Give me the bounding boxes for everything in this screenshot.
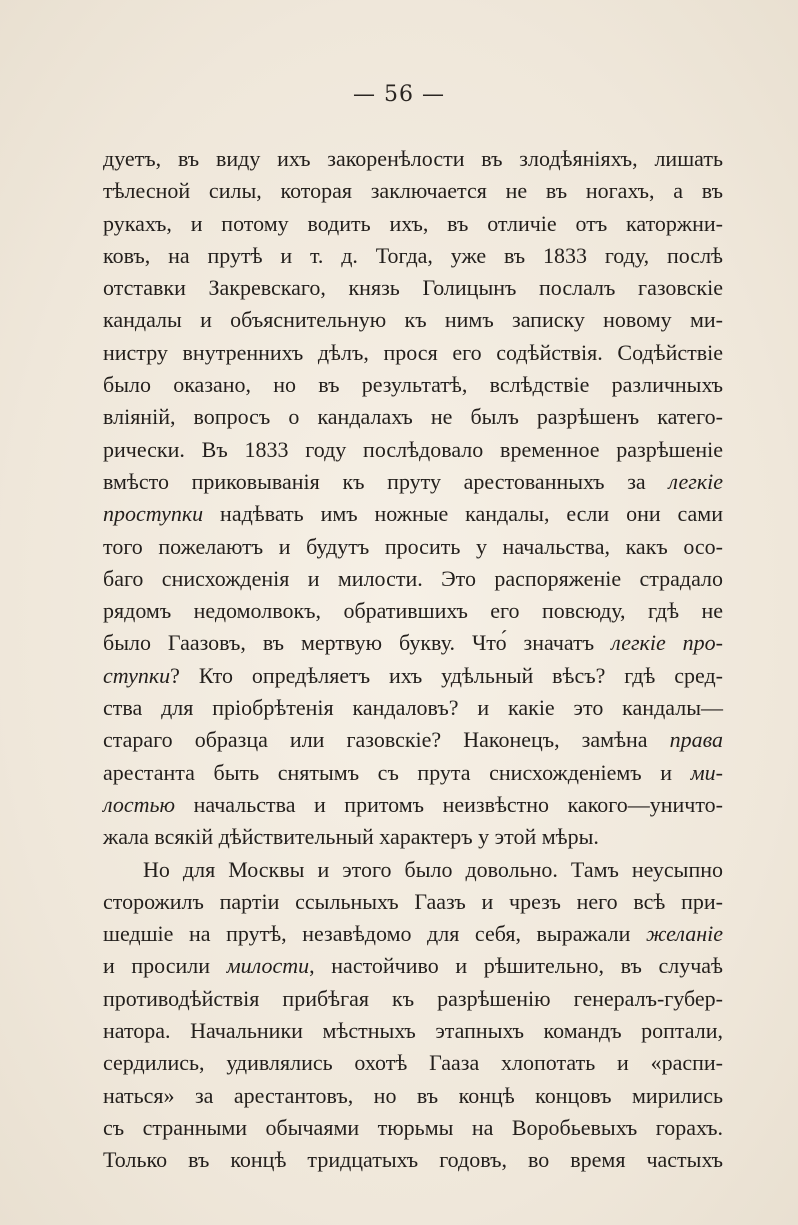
text-segment: натора. Начальники мѣстныхъ этапныхъ командъ роптали, xyxy=(103,1018,723,1044)
text-line xyxy=(103,1112,723,1144)
text-line xyxy=(103,337,723,369)
text-segment: Только въ концѣ тридцатыхъ годовъ, во время частыхъ xyxy=(103,1147,723,1173)
text-segment: начальства и притомъ неизвѣстно какого—уничто- xyxy=(175,791,723,817)
text-line xyxy=(103,627,723,659)
text-line xyxy=(103,434,723,466)
italic-text: ми- xyxy=(690,759,723,785)
text-segment: баго снисхожденія и милости. Это распоряженіе страдало xyxy=(103,565,723,591)
italic-text: права xyxy=(669,727,723,753)
text-segment: ковъ, на прутѣ и т. д. Тогда, уже въ 1833 году, послѣ xyxy=(103,242,723,268)
text-line xyxy=(103,208,723,240)
italic-text: легкіе про- xyxy=(611,630,723,656)
text-segment: нистру внутреннихъ дѣлъ, прося его содѣйствія. Содѣйствіе xyxy=(103,339,723,365)
text-line xyxy=(103,595,723,627)
text-segment: отставки Закревскаго, князь Голицынъ послалъ газовскіе xyxy=(103,275,723,301)
italic-text: желаніе xyxy=(645,921,723,947)
text-segment: рически. Въ 1833 году послѣдовало временное разрѣшеніе xyxy=(103,436,723,462)
text-line xyxy=(103,983,723,1015)
text-line xyxy=(103,660,723,692)
text-line xyxy=(103,369,723,401)
text-line xyxy=(103,692,723,724)
text-segment: рядомъ недомолвокъ, обратившихъ его повсюду, гдѣ не xyxy=(103,598,723,624)
text-line xyxy=(103,918,723,950)
italic-text: проступки xyxy=(103,501,204,527)
text-segment: вмѣсто приковыванія къ пруту арестованныхъ за xyxy=(103,468,669,494)
body-text xyxy=(103,143,723,1177)
text-line xyxy=(103,1080,723,1112)
text-line xyxy=(103,789,723,821)
text-segment: рукахъ, и потому водить ихъ, въ отличіе отъ каторжни- xyxy=(103,210,723,236)
text-segment: сердились, удивлялись охотѣ Гааза хлопотать и «распи- xyxy=(103,1050,723,1076)
text-line xyxy=(103,854,723,886)
text-segment: того пожелаютъ и будутъ просить у начальства, какъ осо- xyxy=(103,533,723,559)
text-line xyxy=(103,272,723,304)
text-segment: , настойчиво и рѣшительно, въ случаѣ xyxy=(309,953,724,979)
italic-text: милости xyxy=(226,953,310,979)
text-line xyxy=(103,175,723,207)
text-segment: было Гаазовъ, въ мертвую букву. Что́ значатъ xyxy=(103,630,612,656)
text-line xyxy=(103,531,723,563)
text-line xyxy=(103,1015,723,1047)
text-segment: вліяній, вопросъ о кандалахъ не былъ разрѣшенъ катего- xyxy=(103,404,723,430)
text-line xyxy=(103,401,723,433)
italic-text: ступки xyxy=(103,662,171,688)
text-line xyxy=(103,304,723,336)
text-segment: дуетъ, въ виду ихъ закоренѣлости въ злодѣяніяхъ, лишать xyxy=(103,146,723,171)
text-segment: шедшіе на прутѣ, незавѣдомо для себя, выражали xyxy=(103,921,646,947)
text-segment: и просили xyxy=(103,953,227,979)
text-segment: арестанта быть снятымъ съ прута снисхожденіемъ и xyxy=(103,759,691,785)
text-segment: жала всякій дѣйствительный характеръ у этой мѣры. xyxy=(103,824,599,850)
text-line xyxy=(103,498,723,530)
text-segment: съ странными обычаями тюрьмы на Воробьевыхъ горахъ. xyxy=(103,1114,723,1140)
text-segment: тѣлесной силы, которая заключается не въ ногахъ, а въ xyxy=(103,178,723,204)
text-line xyxy=(103,950,723,982)
text-segment: Но для Москвы и этого было довольно. Тамъ неусыпно xyxy=(143,856,723,882)
italic-text: легкіе xyxy=(668,468,723,494)
text-line xyxy=(103,757,723,789)
page-number-header: — 56 — xyxy=(353,82,445,107)
text-segment: наться» за арестантовъ, но въ концѣ концовъ мирились xyxy=(103,1082,723,1108)
text-segment: ? Кто опредѣляетъ ихъ удѣльный вѣсъ? гдѣ сред- xyxy=(170,662,723,688)
text-line xyxy=(103,886,723,918)
italic-text: лостью xyxy=(103,791,176,817)
text-segment: противодѣйствія прибѣгая къ разрѣшенію генералъ-губер- xyxy=(103,985,723,1011)
text-line xyxy=(103,821,723,853)
text-segment: ства для пріобрѣтенія кандаловъ? и какіе это кандалы— xyxy=(103,695,723,721)
text-line xyxy=(103,563,723,595)
text-segment: стараго образца или газовскіе? Наконецъ, замѣна xyxy=(103,727,670,753)
text-segment: кандалы и объяснительную къ нимъ записку новому ми- xyxy=(103,307,723,333)
text-line xyxy=(103,724,723,756)
text-line xyxy=(103,143,723,175)
text-segment: сторожилъ партіи ссыльныхъ Гаазъ и чрезъ него всѣ при- xyxy=(103,888,723,914)
text-segment: было оказано, но въ результатѣ, вслѣдствіе различныхъ xyxy=(103,372,723,398)
text-segment: надѣвать имъ ножные кандалы, если они сами xyxy=(203,501,723,527)
text-line xyxy=(103,466,723,498)
text-line xyxy=(103,1047,723,1079)
text-line xyxy=(103,240,723,272)
text-line xyxy=(103,1144,723,1176)
